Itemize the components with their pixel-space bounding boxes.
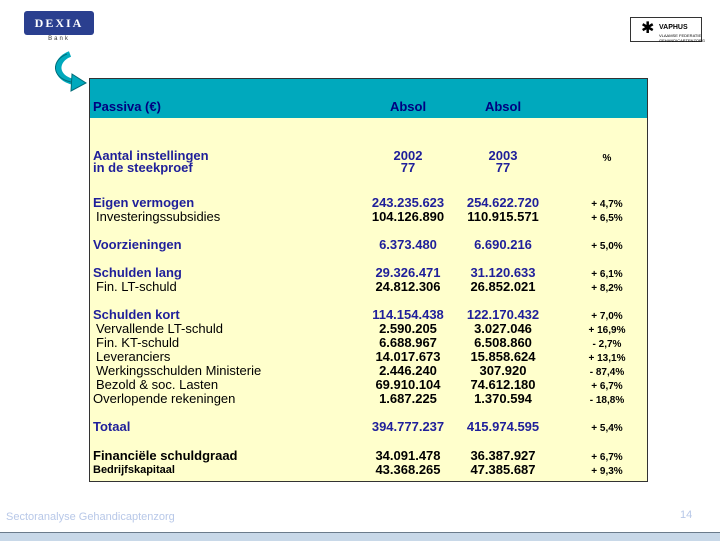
row-label: Bezold & soc. Lasten: [96, 377, 219, 392]
value-2002: 43.368.265: [375, 462, 441, 477]
row-label-sub: in de steekproef: [93, 160, 193, 175]
value-2002: 6.688.967: [379, 335, 437, 350]
value-2002: 69.910.104: [375, 377, 441, 392]
percent-change: + 4,7%: [591, 199, 623, 210]
value-2002: 2.446.240: [379, 363, 437, 378]
row-label: Overlopende rekeningen: [93, 391, 236, 406]
percent-header: %: [602, 153, 612, 164]
value-2003: 110.915.571: [467, 209, 539, 224]
dexia-logo-sub: Bank: [48, 36, 70, 42]
value-2003: 74.612.180: [470, 377, 536, 392]
percent-change: + 6,7%: [591, 381, 623, 392]
row-label-total: Totaal: [93, 419, 131, 434]
value-2002: 243.235.623: [371, 195, 445, 210]
value-2003: 26.852.021: [470, 279, 536, 294]
value-2003: 254.622.720: [466, 195, 540, 210]
total-2002: 394.777.237: [371, 419, 445, 434]
year-2002: 2002: [393, 148, 423, 163]
curved-arrow-icon: [50, 50, 90, 95]
value-2003: 307.920: [479, 363, 527, 378]
footer-title: Sectoranalyse Gehandicaptenzorg: [6, 511, 175, 523]
value-2002: 6.373.480: [379, 237, 437, 252]
row-label: Vervallende LT-schuld: [96, 321, 223, 336]
total-2003: 415.974.595: [466, 419, 540, 434]
row-label: Investeringssubsidies: [96, 209, 221, 224]
vaphus-logo-sub: VLAAMSE FEDERATIE GEHANDICAPTENZORG: [659, 33, 706, 43]
percent-change: - 87,4%: [589, 367, 625, 378]
percent-change: - 18,8%: [589, 395, 625, 406]
row-label: Eigen vermogen: [93, 195, 195, 210]
value-2002: 24.812.306: [375, 279, 441, 294]
header-label: Passiva (€): [93, 99, 161, 114]
percent-change: + 13,1%: [588, 353, 626, 364]
percent-change: + 16,9%: [588, 325, 626, 336]
value-2003: 47.385.687: [470, 462, 536, 477]
value-2002: 34.091.478: [375, 448, 441, 463]
value-2003: 36.387.927: [470, 448, 536, 463]
row-label: Financiële schuldgraad: [93, 448, 238, 463]
value-2003: 122.170.432: [466, 307, 540, 322]
header-col-2003: Absol: [484, 99, 522, 114]
value-2002: 29.326.471: [375, 265, 441, 280]
percent-change: + 7,0%: [591, 311, 623, 322]
row-label: Bedrijfskapitaal: [93, 464, 175, 476]
header-col-2002: Absol: [389, 99, 427, 114]
value-2002: 14.017.673: [375, 349, 441, 364]
count-2002: 77: [400, 160, 416, 175]
row-label: Aantal instellingen: [93, 148, 209, 163]
page-number: 14: [680, 509, 693, 521]
value-2003: 6.690.216: [474, 237, 532, 252]
value-2002: 2.590.205: [379, 321, 437, 336]
row-label: Fin. LT-schuld: [96, 279, 177, 294]
percent-change: + 6,7%: [591, 452, 623, 463]
value-2002: 114.154.438: [372, 307, 444, 322]
value-2003: 6.508.860: [474, 335, 532, 350]
percent-change: + 8,2%: [591, 283, 623, 294]
percent-change: + 5,0%: [591, 241, 623, 252]
vaphus-logo: [630, 17, 706, 43]
percent-change: - 2,7%: [592, 339, 622, 350]
vaphus-logo-name: VAPHUS: [659, 24, 688, 31]
row-label: Fin. KT-schuld: [96, 335, 180, 350]
value-2003: 3.027.046: [474, 321, 532, 336]
row-label: Leveranciers: [96, 349, 171, 364]
percent-change: + 9,3%: [591, 466, 623, 477]
row-label: Werkingsschulden Ministerie: [96, 363, 262, 378]
person-figure-icon: ✱: [641, 20, 655, 37]
dexia-logo: DEXIA: [24, 11, 94, 35]
count-2003: 77: [495, 160, 511, 175]
value-2002: 104.126.890: [371, 209, 445, 224]
percent-change: + 6,1%: [591, 269, 623, 280]
value-2003: 31.120.633: [470, 265, 536, 280]
year-2003: 2003: [488, 148, 518, 163]
row-label: Voorzieningen: [93, 237, 182, 252]
percent-change: + 5,4%: [591, 423, 623, 434]
value-2003: 1.370.594: [474, 391, 532, 406]
percent-change: + 6,5%: [591, 213, 623, 224]
row-label: Schulden kort: [93, 307, 180, 322]
row-label: Schulden lang: [93, 265, 182, 280]
value-2002: 1.687.225: [379, 391, 437, 406]
value-2003: 15.858.624: [470, 349, 536, 364]
